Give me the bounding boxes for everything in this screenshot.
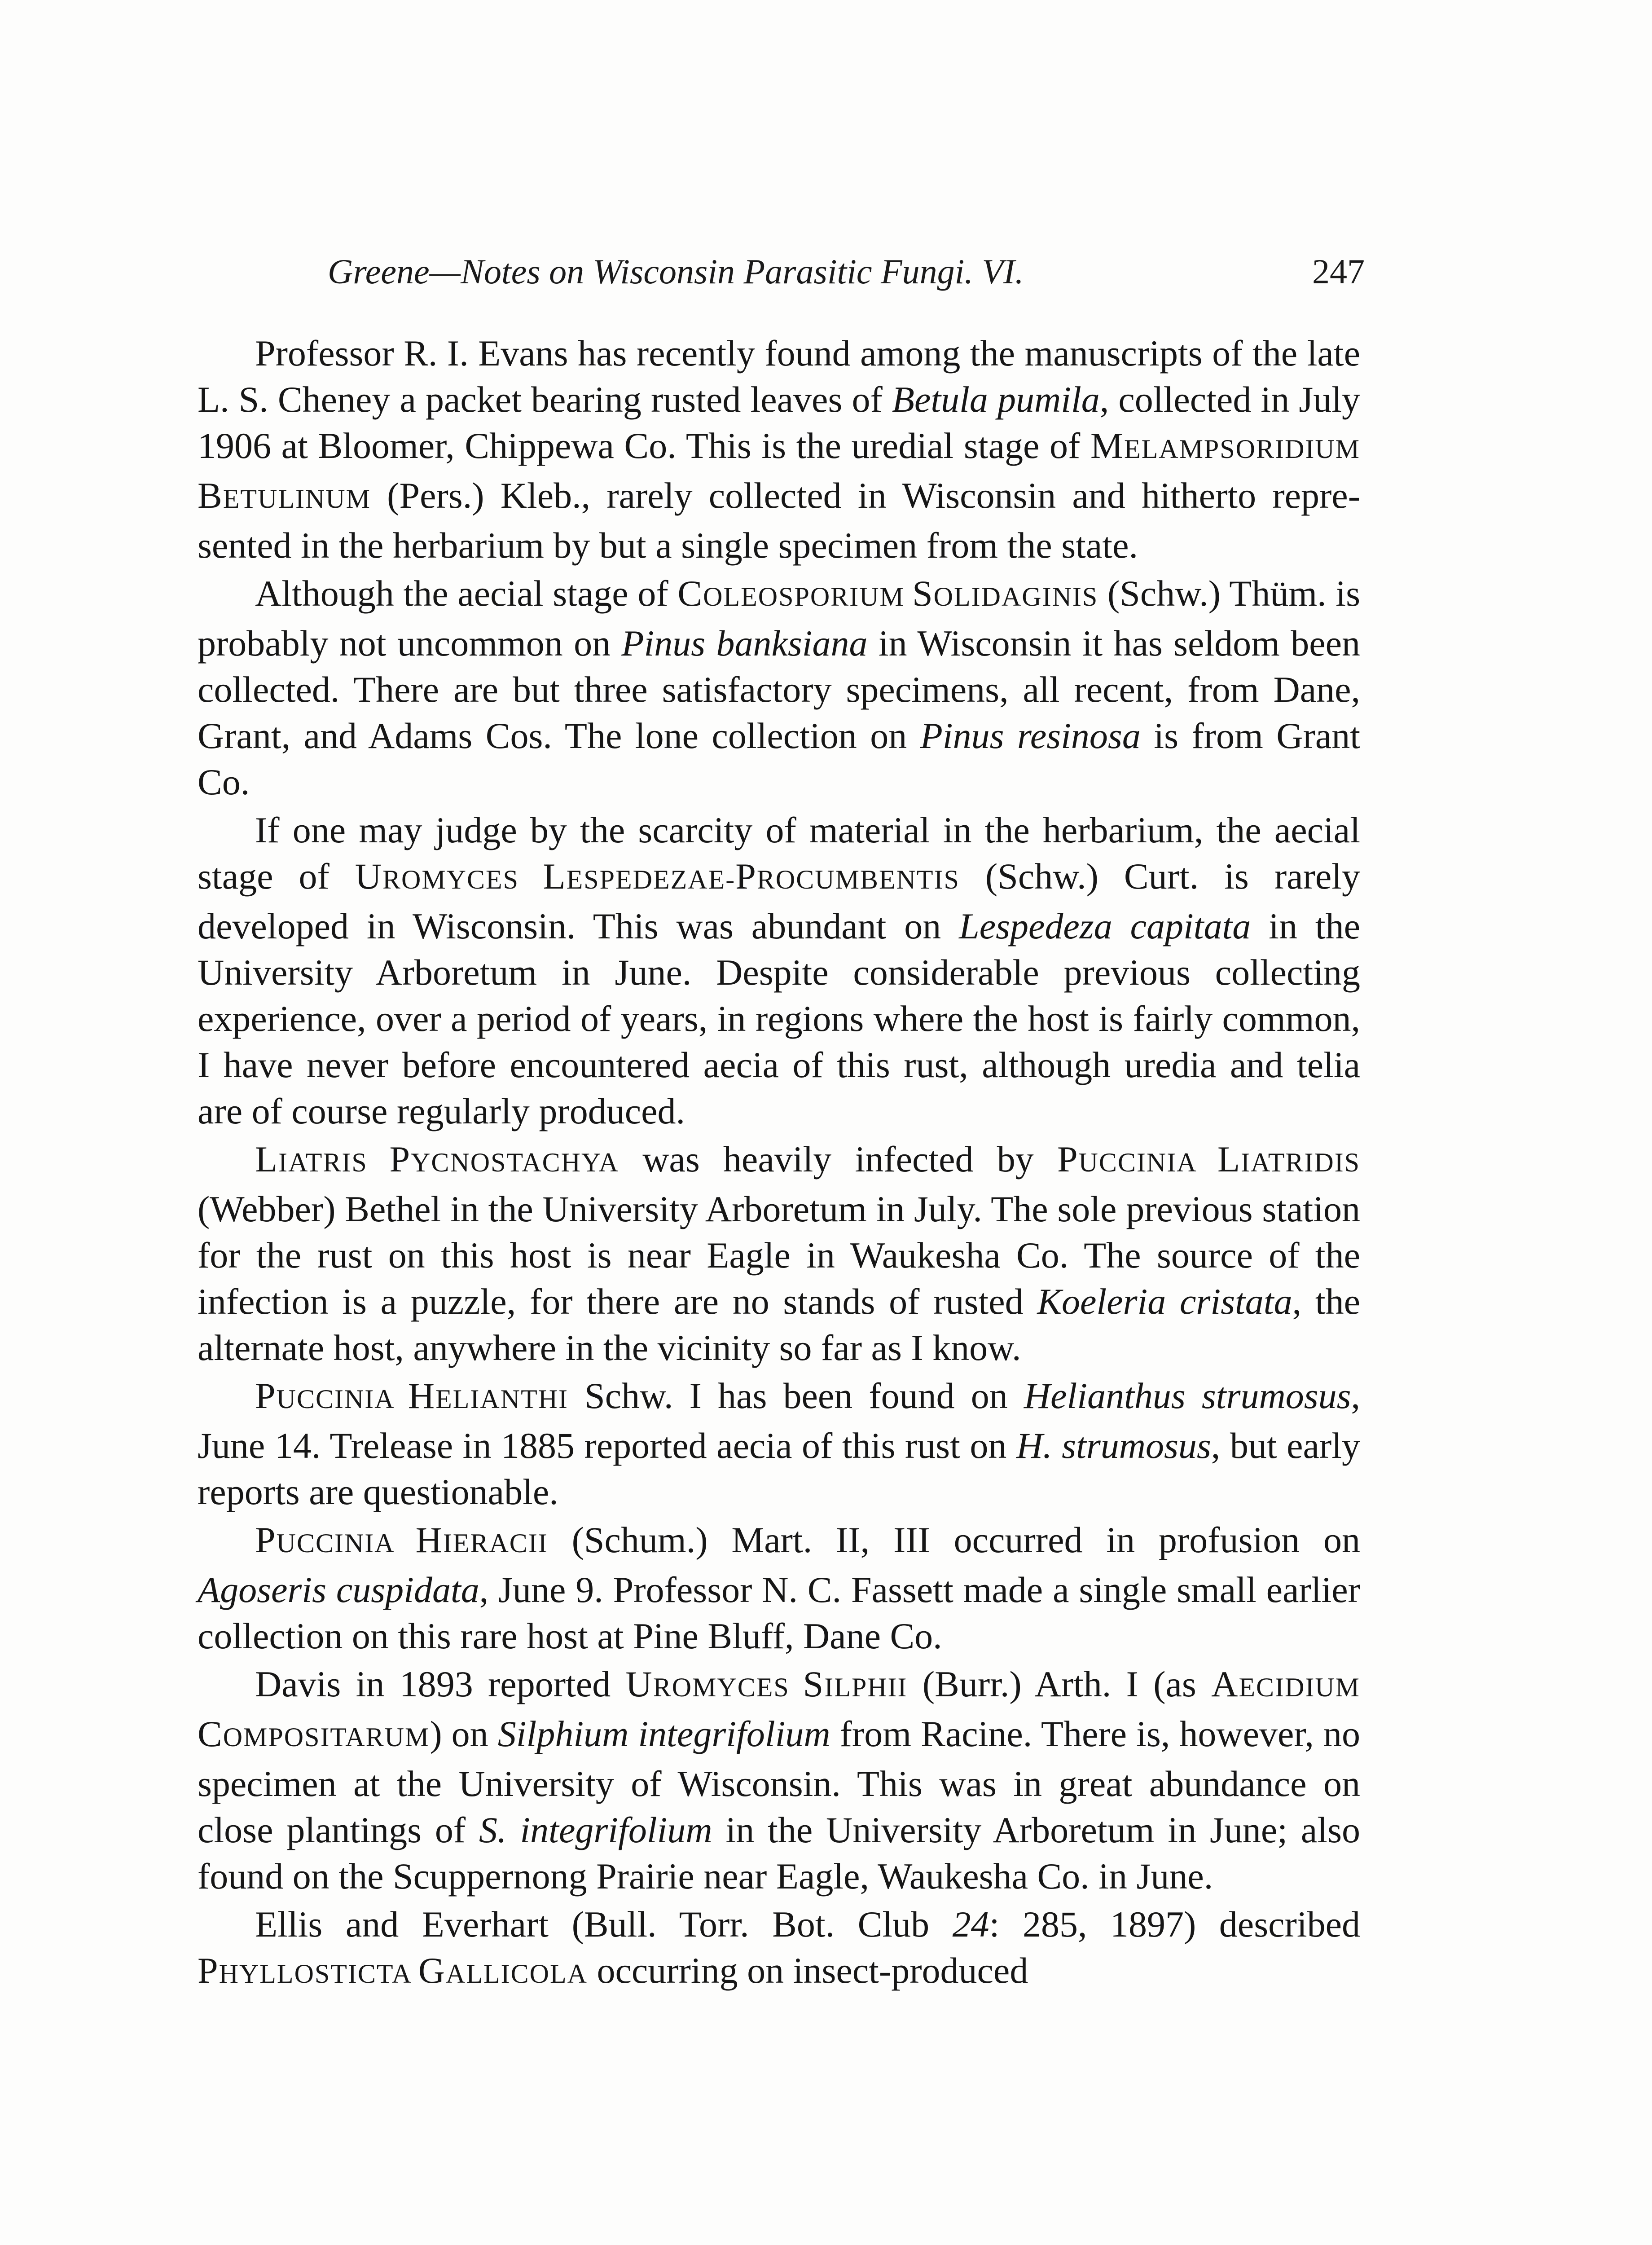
text-run: , but early reports are questionable. — [198, 1425, 1360, 1512]
italic-term: Betula pumila — [892, 379, 1100, 420]
text-run: Ellis and Everhart (Bull. Torr. Bot. Club — [255, 1904, 953, 1945]
text-run: is from Grant Co. — [198, 715, 1361, 802]
paragraph-p5 — [198, 1373, 1360, 1515]
text-run: , collected in July 1906 at Bloomer, Chippewa Co. This is the uredial stage of — [198, 379, 1360, 466]
italic-term: Pinus resinosa — [920, 715, 1141, 756]
text-run: in Wisconsin it has seldom been collected. There are but three satisfactory specimens, all recent, from Dane, Grant, and Adams Cos. The lone collection on — [198, 623, 1360, 756]
text-run: in the University Arboretum in June; also found on the Scuppernong Prairie near Eagle, Waukesha Co. in June. — [198, 1809, 1360, 1897]
taxon-name: AECIDIUM COMPOSITARUM — [198, 1664, 1360, 1754]
text-run: (Schum.) Mart. II, III occurred in profusion on — [548, 1519, 1360, 1560]
italic-term: S. integrifolium — [479, 1809, 712, 1850]
italic-term: Helianthus strumosus — [1024, 1375, 1351, 1416]
text-run: Davis in 1893 reported — [255, 1664, 626, 1704]
taxon-name: PUCCINIA HELIANTHI — [255, 1375, 569, 1416]
italic-term: Pinus banksiana — [621, 623, 868, 664]
text-run: ) on — [430, 1713, 498, 1754]
text-run: , June 14. Trelease in 1885 reported aecia of this rust on — [198, 1375, 1361, 1466]
italic-term: Agoseris cuspidata — [198, 1569, 479, 1610]
text-run: (Schw.) Curt. is rarely developed in Wisconsin. This was abundant on — [198, 856, 1361, 946]
taxon-name: PUCCINIA HIERACII — [255, 1519, 548, 1560]
text-run: from Racine. There is, however, no specimen at the University of Wisconsin. This was in great abundance on close plantings of — [198, 1713, 1360, 1850]
text-run: occurring on insect-produced — [587, 1950, 1028, 1991]
italic-term: H. strumosus — [1016, 1425, 1211, 1466]
taxon-name: UROMYCES SILPHII — [625, 1664, 908, 1704]
paragraph-p7 — [198, 1661, 1360, 1899]
taxon-name: PUCCINIA LIATRIDIS — [1057, 1139, 1361, 1180]
text-run: (Burr.) Arth. I (as — [907, 1664, 1212, 1704]
running-head — [198, 251, 1401, 305]
italic-term: Koeleria cristata — [1037, 1281, 1292, 1322]
italic-term: 24 — [952, 1904, 989, 1945]
body-text — [198, 330, 1360, 1999]
taxon-name: UROMYCES LESPEDEZAE-PROCUMBENTIS — [355, 856, 960, 897]
taxon-name: LIATRIS PYCNOSTACHYA — [255, 1139, 620, 1180]
paragraph-p3 — [198, 807, 1360, 1134]
text-run: , June 9. Professor N. C. Fassett made a single small earlier collection on this rare host at Pine Bluff, Dane Co. — [198, 1569, 1360, 1656]
text-run: (Schw.) Thüm. is probably not uncommon on — [198, 573, 1361, 664]
running-head-title: Greene—Notes on Wisconsin Parasitic Fungi. VI. — [328, 252, 1024, 291]
text-run: (Pers.) Kleb., rarely collected in Wisconsin and hitherto represented in the herbarium by but a single specimen from the state. — [198, 475, 1360, 566]
paragraph-p2 — [198, 570, 1360, 805]
taxon-name: MELAMPSORIDIUM BETULINUM — [198, 425, 1360, 516]
taxon-name: COLEOSPORIUM SOLIDAGINIS — [677, 573, 1098, 614]
paragraph-p4 — [198, 1136, 1360, 1371]
italic-term: Lespedeza capitata — [959, 906, 1251, 946]
text-run: Although the aecial stage of — [255, 573, 678, 614]
paragraph-p6 — [198, 1517, 1360, 1659]
text-run: was heavily infected by — [619, 1139, 1057, 1180]
text-run: If one may judge by the scarcity of material in the herbarium, the aecial stage of — [198, 810, 1360, 897]
text-run: : 285, 1897) described — [989, 1904, 1360, 1945]
text-run: Professor R. I. Evans has recently found among the manuscripts of the late L. S. Cheney a packet bearing rusted leaves of — [198, 333, 1360, 420]
text-run: Schw. I has been found on — [568, 1375, 1024, 1416]
text-run: , the alternate host, anywhere in the vicinity so far as I know. — [198, 1281, 1361, 1368]
paragraph-p1 — [198, 330, 1360, 568]
text-run: in the University Arboretum in June. Despite considerable previous collecting experience, over a period of years, in regions where the host is fairly common, I have never before encountered aecia of this rust, although uredia and telia are of course regularly produced. — [198, 906, 1360, 1131]
paragraph-p8 — [198, 1901, 1360, 1997]
italic-term: Silphium integrifolium — [497, 1713, 830, 1754]
taxon-name: PHYLLOSTICTA GALLICOLA — [198, 1950, 588, 1991]
text-run: (Webber) Bethel in the University Arboretum in July. The sole previous station for the rust on this host is near Eagle in Waukesha Co. The source of the infection is a puzzle, for there are no stands of rusted — [198, 1189, 1360, 1322]
page-number: 247 — [1312, 252, 1365, 291]
